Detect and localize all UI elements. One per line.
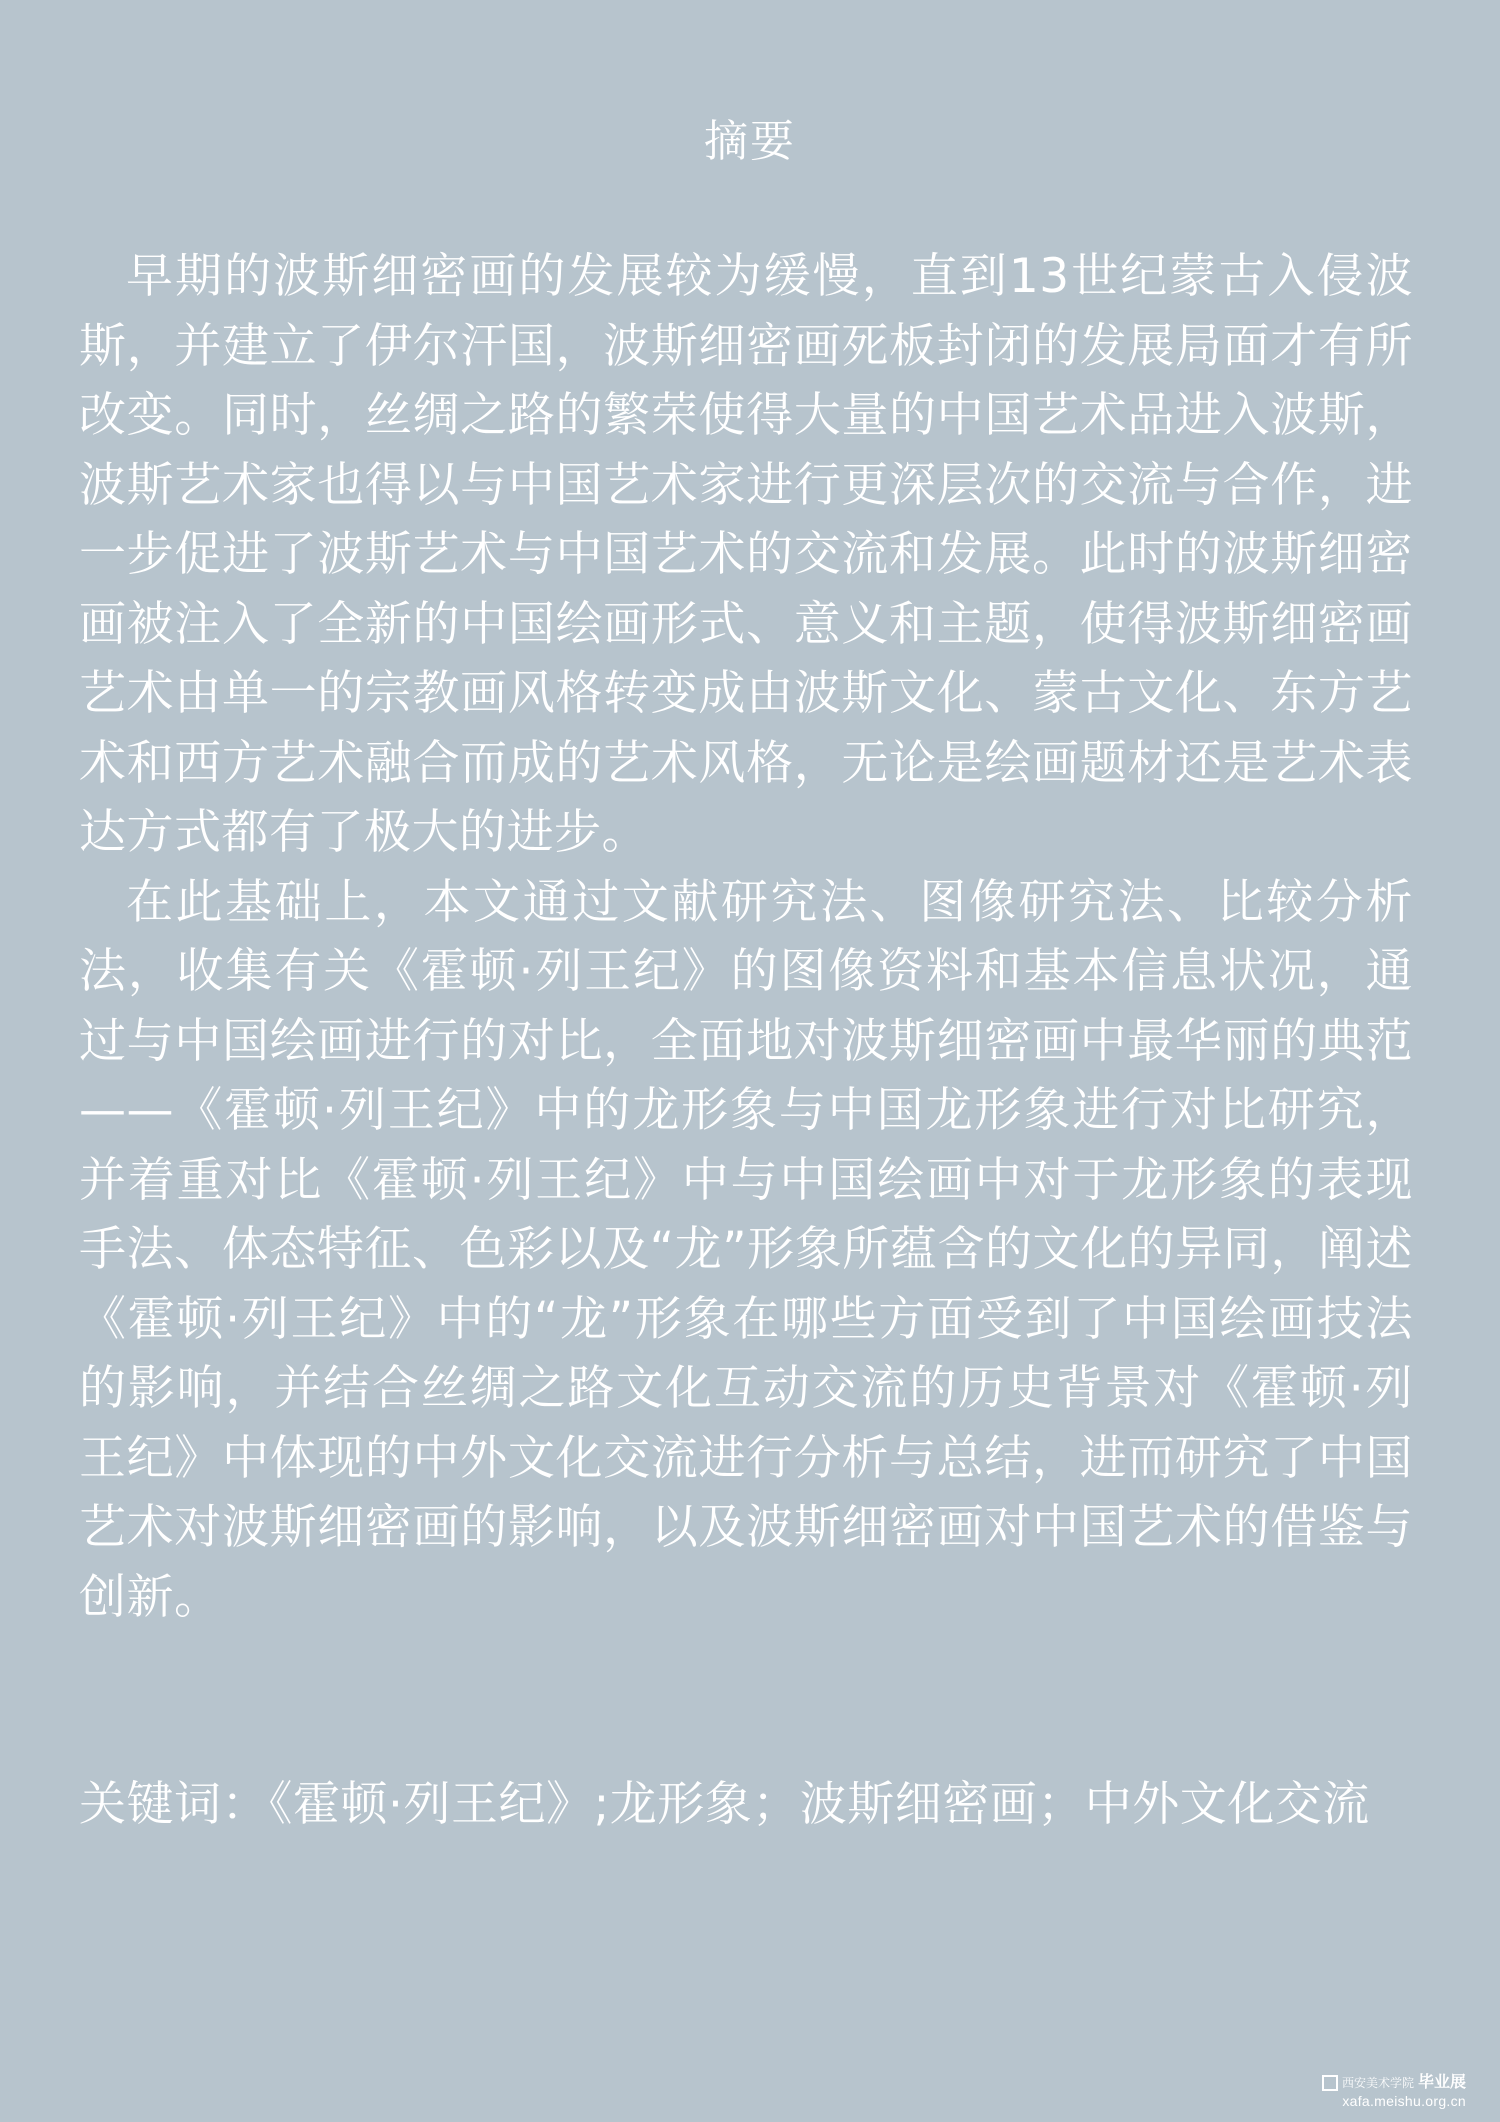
watermark-url: xafa.meishu.org.cn xyxy=(1342,2093,1466,2109)
watermark-top-row xyxy=(1276,2074,1466,2092)
abstract-paragraph-2: 在此基础上，本文通过文献研究法、图像研究法、比较分析法，收集有关《霍顿·列王纪》的图像资料和基本信息状况，通过与中国绘画进行的对比，全面地对波斯细密画中最华丽的典范——《霍顿·列王纪》中的龙形象与中国龙形象进行对比研究，并着重对比《霍顿·列王纪》中与中国绘画中对于龙形象的表现手法、体态特征、色彩以及“龙”形象所蕴含的文化的异同，阐述《霍顿·列王纪》中的“龙”形象在哪些方面受到了中国绘画技法的影响，并结合丝绸之路文化互动交流的历史背景对《霍顿·列王纪》中体现的中外文化交流进行分析与总结，进而研究了中国艺术对波斯细密画的影响，以及波斯细密画对中国艺术的借鉴与创新。 xyxy=(79,874,1413,1625)
keywords-text: 《霍顿·列王纪》;龙形象；波斯细密画；中外文化交流 xyxy=(269,1777,1370,1832)
page-title: 摘要 xyxy=(704,116,796,167)
keywords-label: 关键词： xyxy=(79,1777,269,1832)
site-watermark xyxy=(1276,2074,1466,2110)
school-seal-icon xyxy=(1322,2075,1338,2091)
abstract-body xyxy=(79,242,1413,1632)
watermark-label: 毕业展 xyxy=(1417,2074,1466,2091)
abstract-paragraph-1: 早期的波斯细密画的发展较为缓慢，直到13世纪蒙古入侵波斯，并建立了伊尔汗国，波斯细密画死板封闭的发展局面才有所改变。同时，丝绸之路的繁荣使得大量的中国艺术品进入波斯，波斯艺术家也得以与中国艺术家进行更深层次的交流与合作，进一步促进了波斯艺术与中国艺术的交流和发展。此时的波斯细密画被注入了全新的中国绘画形式、意义和主题，使得波斯细密画艺术由单一的宗教画风格转变成由波斯文化、蒙古文化、东方艺术和西方艺术融合而成的艺术风格，无论是绘画题材还是艺术表达方式都有了极大的进步。 xyxy=(79,249,1413,860)
keywords-line xyxy=(79,1770,1413,1840)
watermark-school-name: 西安美术学院 xyxy=(1341,2076,1414,2090)
